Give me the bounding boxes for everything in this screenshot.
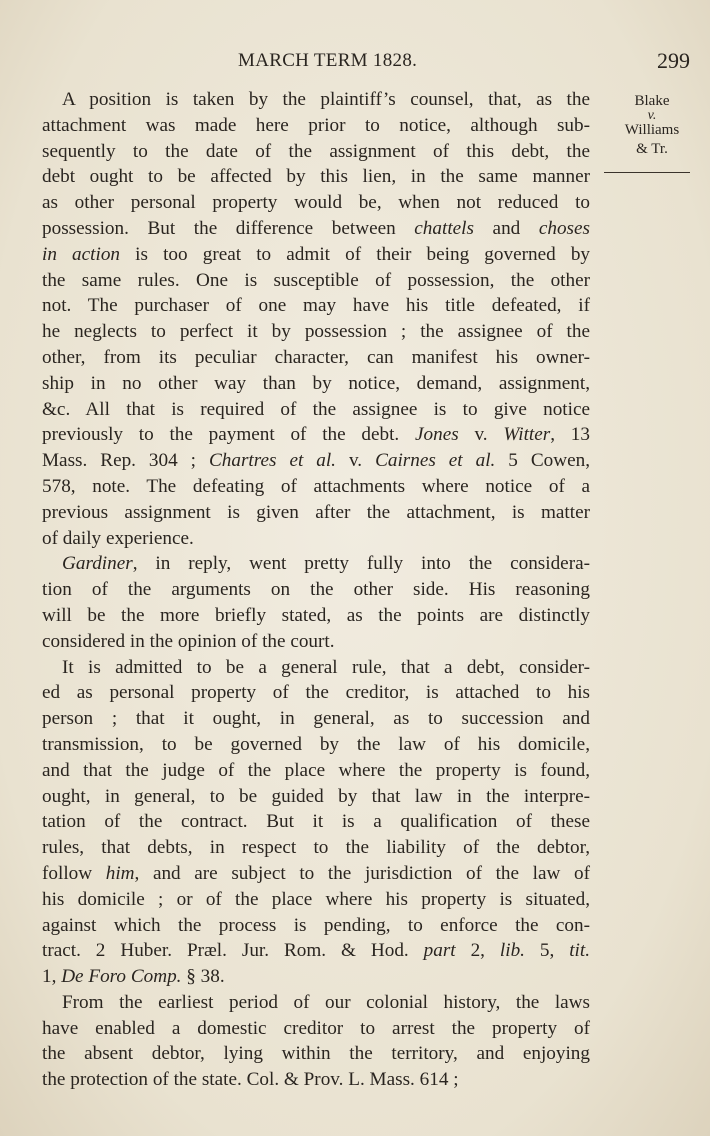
text-segment: 578, note. The defeating of attachments where notice of a <box>42 475 590 497</box>
margin-note-plaintiff: Blake <box>634 93 670 109</box>
text-segment: tract. 2 Huber. Præl. Jur. Rom. & Hod. <box>42 940 424 962</box>
text-segment: ought, in general, to be guided by that law in the interpre- <box>42 785 590 807</box>
text-segment: previous assignment is given after the attachment, is matter <box>42 501 590 523</box>
italic-text: Witter <box>503 424 551 446</box>
text-line <box>42 164 590 190</box>
text-line <box>42 835 590 861</box>
margin-rule <box>604 172 690 173</box>
text-segment: is too great to admit of their being governed by <box>120 243 591 265</box>
text-line <box>42 603 590 629</box>
text-segment: tation of the contract. But it is a qualification of these <box>42 811 590 833</box>
text-line <box>42 268 590 294</box>
text-segment: § 38. <box>181 966 225 988</box>
text-segment: as other personal property would be, when not reduced to <box>42 192 590 214</box>
text-segment: person ; that it ought, in general, as to succession and <box>42 708 590 730</box>
text-line <box>42 680 590 706</box>
text-line <box>42 1067 590 1093</box>
text-line <box>42 732 590 758</box>
text-segment: 2, <box>455 940 500 962</box>
italic-text: tit. <box>569 940 591 962</box>
text-line <box>42 397 590 423</box>
text-segment: other, from its peculiar character, can manifest his owner- <box>42 346 590 368</box>
text-line <box>42 887 590 913</box>
italic-text: him <box>105 862 135 884</box>
text-segment: possession. But the difference between <box>42 217 415 239</box>
text-segment: 5 Cowen, <box>495 450 590 472</box>
italic-text: part <box>423 940 456 962</box>
text-segment: ed as personal property of the creditor, is attached to his <box>42 682 590 704</box>
text-segment: his domicile ; or of the place where his property is situated, <box>42 888 590 910</box>
text-segment: It is admitted to be a general rule, that a debt, consider- <box>62 656 590 678</box>
text-segment: From the earliest period of our colonial history, the laws <box>62 991 590 1013</box>
text-segment: the protection of the state. Col. & Prov. L. Mass. 614 ; <box>42 1069 459 1091</box>
text-line <box>42 242 590 268</box>
italic-text: Cairnes et al. <box>375 450 496 472</box>
text-line <box>42 422 590 448</box>
italic-text: Gardiner <box>62 553 133 575</box>
text-line <box>42 655 590 681</box>
text-line <box>42 784 590 810</box>
text-line <box>42 990 590 1016</box>
text-segment: and that the judge of the place where the property is found, <box>42 759 590 781</box>
italic-text: lib. <box>499 940 525 962</box>
italic-text: Chartres et al. <box>208 450 336 472</box>
text-segment: attachment was made here prior to notice, although sub- <box>42 114 590 136</box>
text-line <box>42 87 590 113</box>
italic-text: chattels <box>414 217 474 239</box>
italic-text: choses <box>538 217 590 239</box>
text-segment: ship in no other way than by notice, demand, assignment, <box>42 372 590 394</box>
margin-note-defendant: Williams <box>624 122 680 138</box>
margin-case-note <box>612 92 692 159</box>
italic-text: De Foro Comp. <box>61 966 182 988</box>
running-head: MARCH TERM 1828. <box>238 50 418 71</box>
text-segment: against which the process is pending, to enforce the con- <box>42 914 590 936</box>
text-line <box>42 964 590 990</box>
text-segment: previously to the payment of the debt. <box>42 424 415 446</box>
text-line <box>42 139 590 165</box>
margin-note-trustee: & Tr. <box>636 141 668 157</box>
text-line <box>42 500 590 526</box>
text-line <box>42 526 590 552</box>
text-segment: the same rules. One is susceptible of possession, the other <box>42 269 590 291</box>
page-number: 299 <box>657 48 690 73</box>
italic-text: Jones <box>415 424 459 446</box>
text-segment: will be the more briefly stated, as the points are distinctly <box>42 604 590 626</box>
text-line <box>42 629 590 655</box>
text-segment: have enabled a domestic creditor to arrest the property of <box>42 1017 590 1039</box>
text-line <box>42 190 590 216</box>
text-line <box>42 448 590 474</box>
text-segment: v. <box>458 424 504 446</box>
text-line <box>42 577 590 603</box>
text-segment: A position is taken by the plaintiff’s counsel, that, as the <box>62 89 590 110</box>
text-segment: of daily experience. <box>42 527 194 549</box>
text-line <box>42 345 590 371</box>
text-segment: sequently to the date of the assignment of this debt, the <box>42 140 590 162</box>
text-line <box>42 1041 590 1067</box>
text-line <box>42 474 590 500</box>
text-segment: 1, <box>42 966 62 988</box>
text-segment: , 13 <box>550 424 590 446</box>
text-segment: considered in the opinion of the court. <box>42 630 335 652</box>
text-line <box>42 706 590 732</box>
text-segment: and <box>473 217 539 239</box>
text-segment: follow <box>42 862 106 884</box>
text-line <box>42 293 590 319</box>
margin-note-versus: v. <box>647 108 657 123</box>
text-segment: &c. All that is required of the assignee is to give notice <box>42 398 590 420</box>
text-segment: the absent debtor, lying within the territory, and enjoying <box>42 1043 590 1065</box>
text-line <box>42 216 590 242</box>
text-line <box>42 861 590 887</box>
text-segment: 5, <box>524 940 570 962</box>
text-segment: , and are subject to the jurisdiction of the law of <box>134 862 590 884</box>
text-line <box>42 913 590 939</box>
text-segment: tion of the arguments on the other side. His reasoning <box>42 579 590 601</box>
text-line <box>42 1016 590 1042</box>
text-line <box>42 758 590 784</box>
text-segment: v. <box>335 450 376 472</box>
text-segment: not. The purchaser of one may have his title defeated, if <box>42 295 590 317</box>
text-line <box>42 809 590 835</box>
text-line <box>42 551 590 577</box>
text-line <box>42 371 590 397</box>
text-segment: rules, that debts, in respect to the liability of the debtor, <box>42 837 590 859</box>
text-segment: he neglects to perfect it by possession ; the assignee of the <box>42 321 590 343</box>
italic-text: in action <box>42 243 121 265</box>
body-text <box>42 87 590 1093</box>
text-segment: debt ought to be affected by this lien, in the same manner <box>42 166 590 188</box>
text-segment: Mass. Rep. 304 ; <box>42 450 209 472</box>
text-line <box>42 319 590 345</box>
text-line <box>42 938 590 964</box>
text-line <box>42 113 590 139</box>
text-segment: transmission, to be governed by the law of his domicile, <box>42 733 590 755</box>
text-segment: , in reply, went pretty fully into the considera- <box>132 553 590 575</box>
